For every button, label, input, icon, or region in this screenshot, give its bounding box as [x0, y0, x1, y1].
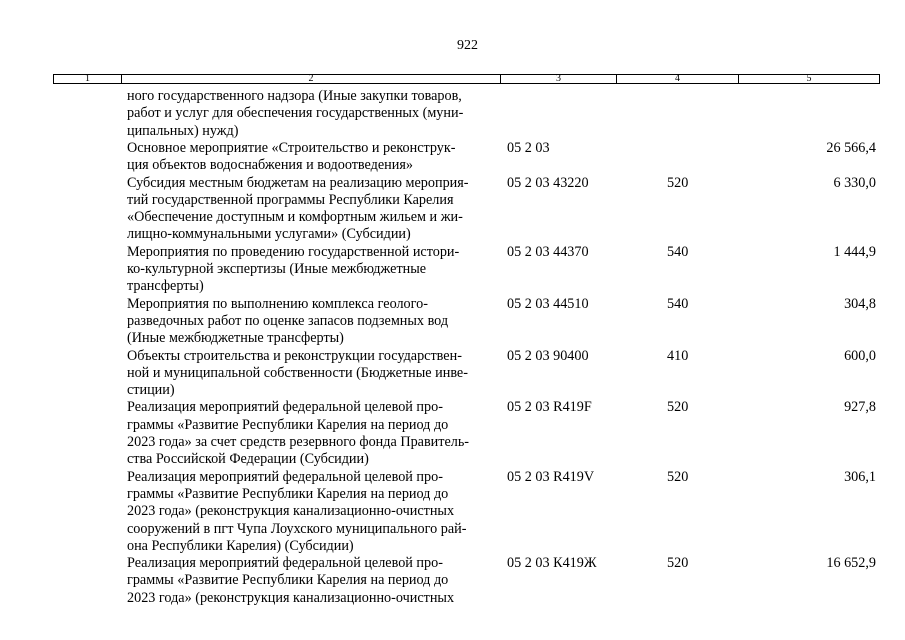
row-code: 05 2 03 44510 [507, 295, 589, 312]
column-header-2: 2 [122, 75, 501, 83]
table-body [0, 88, 905, 607]
table-row [0, 348, 905, 400]
column-header-1: 1 [54, 75, 122, 83]
table-row [0, 244, 905, 296]
row-expense-type: 410 [667, 347, 689, 364]
table-row [0, 140, 905, 175]
row-expense-type: 520 [667, 468, 689, 485]
row-code: 05 2 03 44370 [507, 243, 589, 260]
table-row [0, 88, 905, 140]
table-row [0, 469, 905, 556]
row-sum: 304,8 [844, 295, 876, 312]
table-column-header [53, 74, 880, 84]
table-row [0, 175, 905, 244]
row-sum: 6 330,0 [833, 174, 876, 191]
row-name: Основное мероприятие «Строительство и реконструк- ция объектов водоснабжения и водоотведения» [127, 140, 456, 174]
column-header-4: 4 [617, 75, 739, 83]
row-sum: 927,8 [844, 399, 876, 416]
row-expense-type: 540 [667, 295, 689, 312]
table-row [0, 296, 905, 348]
row-name: Мероприятия по выполнению комплекса геолого- разведочных работ по оценке запасов подземных вод (Иные межбюджетные трансферты) [127, 295, 449, 347]
column-header-5: 5 [806, 73, 812, 84]
row-name: Реализация мероприятий федеральной целевой про- граммы «Развитие Республики Карелия на период до 2023 года» (реконструкция канализационно-очистных [127, 555, 455, 606]
column-header-3: 3 [501, 75, 617, 83]
row-name: Реализация мероприятий федеральной целевой про- граммы «Развитие Республики Карелия на период до 2023 года» (реконструкция канализационно-очистных сооружений в пгт Чупа Лоухского муниципального рай- она Республики Карелия) (Субсидии) [127, 468, 467, 554]
table-row [0, 399, 905, 468]
row-code: 05 2 03 R419F [507, 399, 592, 416]
row-code: 05 2 03 К419Ж [507, 555, 597, 572]
row-code: 05 2 03 [507, 140, 550, 156]
row-sum: 1 444,9 [833, 243, 876, 260]
row-expense-type: 520 [667, 399, 689, 416]
row-sum: 16 652,9 [826, 555, 876, 572]
row-expense-type: 520 [667, 174, 689, 191]
row-sum: 306,1 [844, 468, 876, 485]
row-code: 05 2 03 R419V [507, 468, 595, 485]
table-row [0, 555, 905, 607]
row-expense-type: 540 [667, 243, 689, 260]
row-name: ного государственного надзора (Иные закупки товаров, работ и услуг для обеспечения государственных (муни- ципальных) нужд) [127, 88, 464, 139]
row-sum: 600,0 [844, 347, 876, 364]
row-sum: 26 566,4 [826, 140, 876, 156]
page-number: 922 [457, 38, 478, 53]
row-code: 05 2 03 90400 [507, 347, 589, 364]
row-name: Объекты строительства и реконструкции государствен- ной и муниципальной собственности (Бюджетные инве- стиции) [127, 347, 468, 399]
row-code: 05 2 03 43220 [507, 174, 589, 191]
row-name: Субсидия местным бюджетам на реализацию мероприя- тий государственной программы Республики Карелия «Обеспечение доступным и комфортным жильем и жи- лищно-коммунальными услугами» (Субсидии) [127, 174, 469, 243]
row-name: Мероприятия по проведению государственной истори- ко-культурной экспертизы (Иные межбюджетные трансферты) [127, 243, 460, 295]
row-name: Реализация мероприятий федеральной целевой про- граммы «Развитие Республики Карелия на период до 2023 года» за счет средств резервного фонда Правитель- ства Российской Федерации (Субсидии) [127, 399, 470, 468]
row-expense-type: 520 [667, 555, 689, 572]
